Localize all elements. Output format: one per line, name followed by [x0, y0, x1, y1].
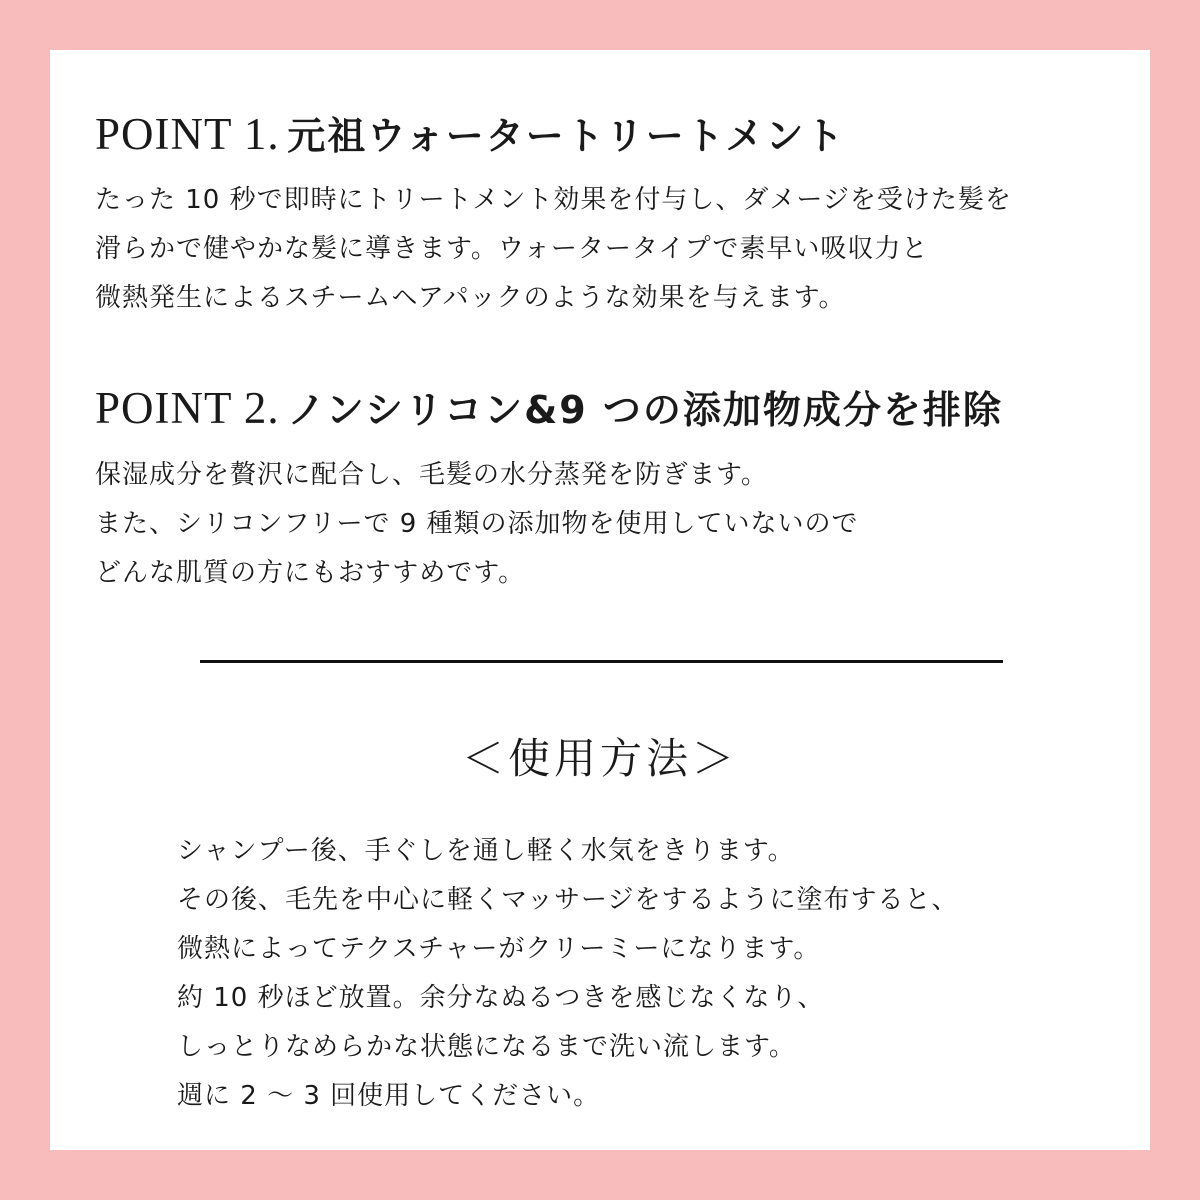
point1-title: 元祖ウォータートリートメント [287, 114, 846, 158]
usage-line: しっとりなめらかな状態になるまで洗い流します。 [177, 1032, 796, 1062]
usage-instructions [177, 827, 958, 1121]
content-panel [50, 50, 1150, 1150]
point2-label: POINT 2. [95, 383, 280, 433]
usage-line: シャンプー後、手ぐしを通し軽く水気をきります。 [177, 836, 795, 866]
point1-line: 滑らかで健やかな髪に導きます。ウォータータイプで素早い吸収力と [95, 234, 929, 264]
point2-heading [95, 383, 1003, 433]
point1-description [95, 176, 1012, 323]
usage-line: 約 10 秒ほど放置。余分なぬるつきを感じなくなり、 [177, 983, 825, 1013]
point1-line: 微熱発生によるスチームヘアパックのような効果を与えます。 [95, 283, 846, 313]
point2-description [95, 451, 859, 598]
usage-title: ＜使用方法＞ [461, 734, 738, 783]
section-divider [200, 660, 1003, 663]
usage-line: 週に 2 ～ 3 回使用してください。 [177, 1081, 601, 1111]
point1-line: たった 10 秒で即時にトリートメント効果を付与し、ダメージを受けた髪を [95, 185, 1012, 215]
point2-title: ノンシリコン&9 つの添加物成分を排除 [287, 388, 1003, 432]
usage-line: 微熱によってテクスチャーがクリーミーになります。 [177, 934, 821, 964]
point1-heading [95, 109, 846, 159]
point2-line: どんな肌質の方にもおすすめです。 [95, 558, 526, 588]
point2-line: また、シリコンフリーで 9 種類の添加物を使用していないので [95, 509, 859, 539]
usage-line: その後、毛先を中心に軽くマッサージをするように塗布すると、 [177, 885, 959, 915]
point2-line: 保湿成分を贅沢に配合し、毛髪の水分蒸発を防ぎます。 [95, 460, 768, 490]
point1-label: POINT 1. [95, 109, 280, 159]
